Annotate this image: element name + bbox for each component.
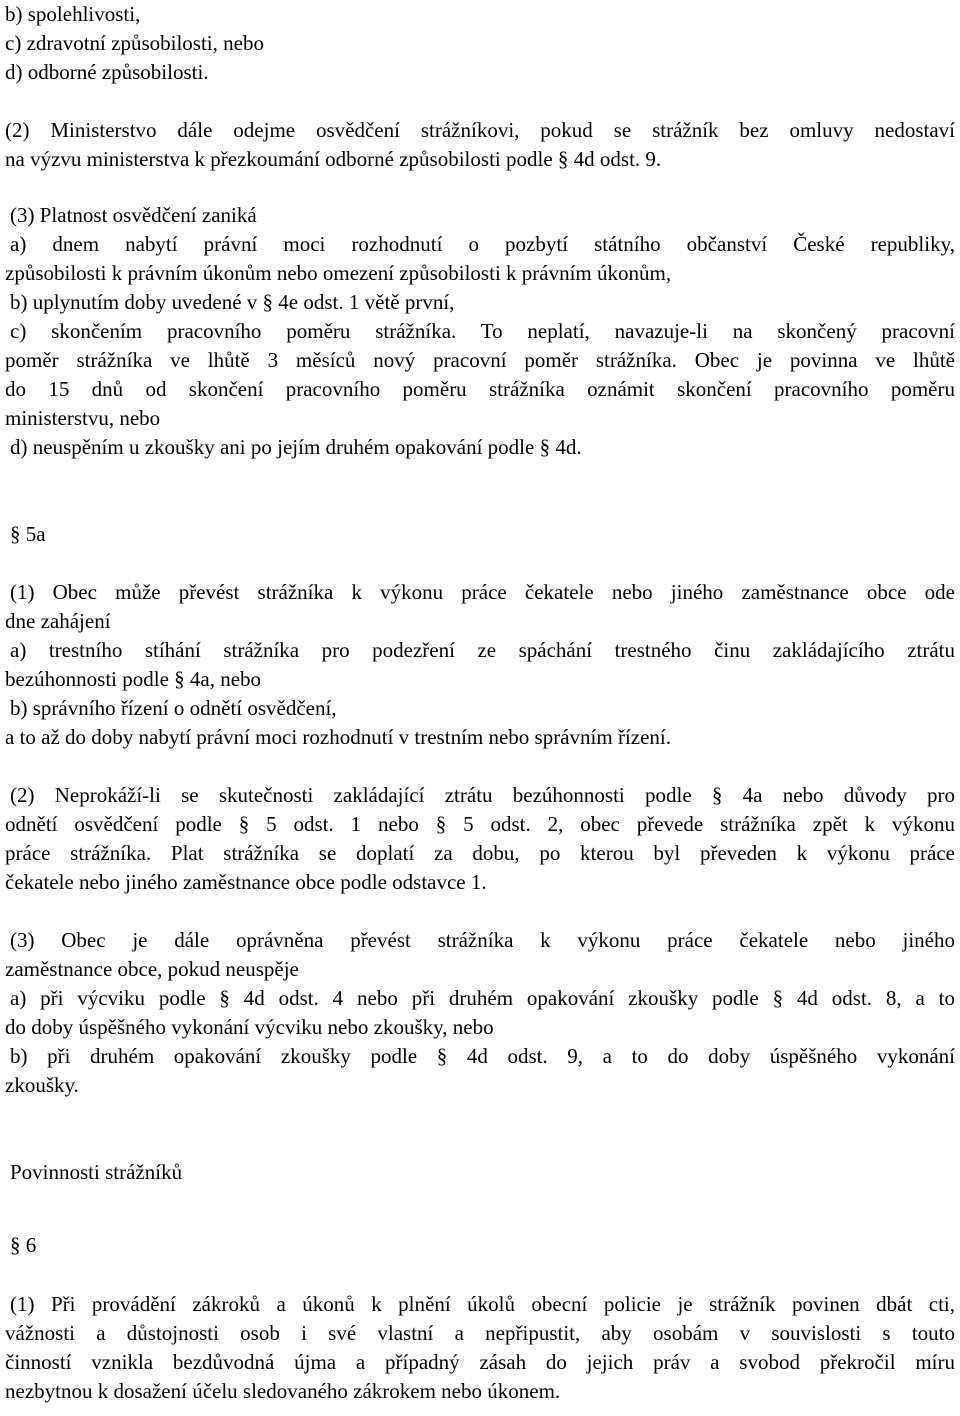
- list-item-b-cont: zkoušky.: [5, 1073, 79, 1097]
- section-6: [5, 1231, 955, 1406]
- paragraph-line: činností vznikla bezdůvodná újma a případný zásah do jejich práv a svobod překročil míru: [5, 1350, 955, 1374]
- paragraph-line: vážnosti a důstojnosti osob i své vlastní a nepřipustit, aby osobám v souvislosti s touto: [5, 1321, 955, 1345]
- paragraph-line: (1) Při provádění zákroků a úkonů k plnění úkolů obecní policie je strážník povinen dbát cti,: [10, 1292, 955, 1316]
- list-item-c-cont: poměr strážníka ve lhůtě 3 měsíců nový pracovní poměr strážníka. Obec je povinna ve lhůtě: [5, 348, 955, 372]
- list-item-c-cont: ministerstvu, nebo: [5, 406, 161, 430]
- section-5a-paragraph-3: [5, 926, 955, 1100]
- list-item-a-cont: způsobilosti k právním úkonům nebo omezení způsobilosti k právním úkonům,: [5, 261, 672, 285]
- section-5a-paragraph-1: [5, 578, 955, 752]
- list-item-a: a) při výcviku podle § 4d odst. 4 nebo při druhém opakování zkoušky podle § 4d odst. 8, a to: [10, 986, 955, 1010]
- paragraph-line: na výzvu ministerstva k přezkoumání odborné způsobilosti podle § 4d odst. 9.: [5, 147, 662, 171]
- section-5a-paragraph-2: [5, 781, 955, 897]
- paragraph-line: (1) Obec může převést strážníka k výkonu práce čekatele nebo jiného zaměstnance obce ode: [10, 580, 955, 604]
- list-item-a-cont: do doby úspěšného vykonání výcviku nebo zkoušky, nebo: [5, 1015, 494, 1039]
- paragraph-2: [5, 116, 955, 174]
- document-page: [5, 0, 955, 1406]
- paragraph-line: (2) Neprokáží-li se skutečnosti zakládající ztrátu bezúhonnosti podle § 4a nebo důvody pro: [10, 783, 955, 807]
- list-item-c: c) zdravotní způsobilosti, nebo: [5, 31, 264, 55]
- paragraph-line: čekatele nebo jiného zaměstnance obce podle odstavce 1.: [5, 870, 487, 894]
- part-heading: Povinnosti strážníků: [10, 1160, 183, 1184]
- paragraph-line: práce strážníka. Plat strážníka se doplatí za dobu, po kterou byl převeden k výkonu práce: [5, 841, 955, 865]
- list-item-a: a) dnem nabytí právní moci rozhodnutí o pozbytí státního občanství České republiky,: [10, 232, 955, 256]
- part-heading-block: [5, 1158, 955, 1187]
- list-item-b: b) správního řízení o odnětí osvědčení,: [10, 696, 337, 720]
- paragraph-line: (3) Obec je dále oprávněna převést strážníka k výkonu práce čekatele nebo jiného: [10, 928, 955, 952]
- section-5a: [5, 520, 955, 1100]
- list-item-a: a) trestního stíhání strážníka pro podezření ze spáchání trestného činu zakládajícího ztrátu: [10, 638, 955, 662]
- paragraph-line: zaměstnance obce, pokud neuspěje: [5, 957, 299, 981]
- paragraph-tail: a to až do doby nabytí právní moci rozhodnutí v trestním nebo správním řízení.: [5, 725, 672, 749]
- paragraph-3: [5, 201, 955, 462]
- list-item-d: d) neuspěním u zkoušky ani po jejím druhém opakování podle § 4d.: [10, 435, 582, 459]
- list-item-c-cont: do 15 dnů od skončení pracovního poměru strážníka oznámit skončení pracovního poměru: [5, 377, 955, 401]
- paragraph-title: (3) Platnost osvědčení zaniká: [10, 203, 257, 227]
- paragraph-line: odnětí osvědčení podle § 5 odst. 1 nebo § 5 odst. 2, obec převede strážníka zpět k výkonu: [5, 812, 955, 836]
- list-item-c: c) skončením pracovního poměru strážníka. To neplatí, navazuje-li na skončený pracovní: [10, 319, 955, 343]
- section-heading: § 6: [10, 1233, 37, 1257]
- paragraph-line: dne zahájení: [5, 609, 111, 633]
- section-6-paragraph-1: [5, 1290, 955, 1406]
- list-item-b: b) spolehlivosti,: [5, 2, 141, 26]
- list-item-b: b) při druhém opakování zkoušky podle § 4d odst. 9, a to do doby úspěšného vykonání: [10, 1044, 955, 1068]
- list-item-b: b) uplynutím doby uvedené v § 4e odst. 1 větě první,: [10, 290, 455, 314]
- list-item-a-cont: bezúhonnosti podle § 4a, nebo: [5, 667, 262, 691]
- section-heading: § 5a: [10, 522, 46, 546]
- list-item-d: d) odborné způsobilosti.: [5, 60, 209, 84]
- paragraph-line: (2) Ministerstvo dále odejme osvědčení strážníkovi, pokud se strážník bez omluvy nedostaví: [5, 118, 955, 142]
- paragraph-line: nezbytnou k dosažení účelu sledovaného zákrokem nebo úkonem.: [5, 1379, 561, 1403]
- top-list: [5, 0, 955, 87]
